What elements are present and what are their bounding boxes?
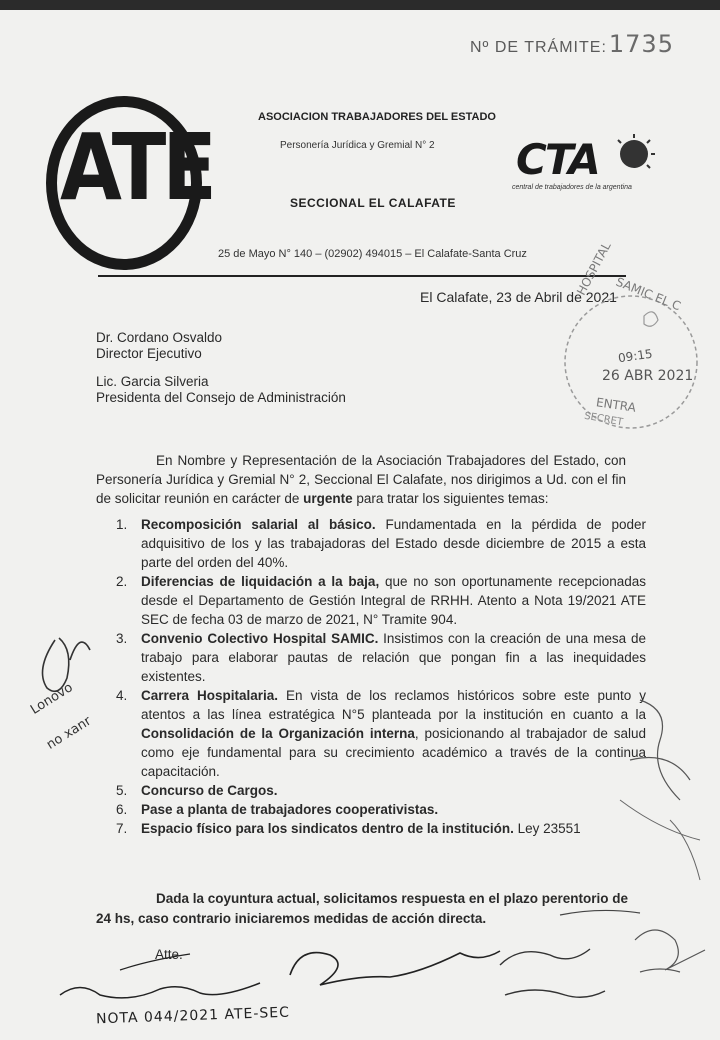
intro-urgent: urgente: [303, 491, 353, 506]
intro-text: En Nombre y Representación de la Asociación Trabajadores del Estado, con Personería Jurídica y Gremial N° 2, Seccional El Calafate, nos dirigimos a Ud. con el fin de solicitar reunión en carácter de: [96, 453, 626, 506]
item-number: 2.: [116, 574, 128, 589]
scan-edge: [0, 0, 720, 10]
list-item: [116, 686, 646, 781]
closing-paragraph: [96, 889, 628, 929]
item-title: Carrera Hospitalaria.: [141, 688, 279, 703]
stamp-entrada-text: ENTRA: [595, 395, 637, 415]
item-text: Ley 23551: [513, 821, 581, 836]
item-text: Fundamentada en la pérdida de poder adquisitivo de los y las trabajadoras del Estado desde diciembre de 2015 a esta parte del orden del 40%.: [141, 517, 646, 570]
org-name: ASOCIACION TRABAJADORES DEL ESTADO: [258, 111, 496, 123]
item-number: 4.: [116, 688, 128, 703]
item-title: Espacio físico para los sindicatos dentro de la institución.: [141, 821, 514, 836]
reception-stamp-circle: [556, 290, 706, 440]
list-item: [116, 781, 646, 800]
date-line: El Calafate, 23 de Abril de 2021: [420, 289, 617, 305]
list-item: [116, 572, 646, 629]
item-text: Insistimos con la creación de una mesa de trabajo para elaborar pautas de relación que pongan fin a las inequidades existentes.: [141, 631, 646, 684]
item-text: En vista de los reclamos históricos sobre este punto y atentos a las línea estratégica N°5 planteada por la institución en cuanto a la: [141, 688, 647, 722]
recipient-1-name: Dr. Cordano Osvaldo: [96, 330, 223, 345]
list-item: [116, 515, 646, 572]
tramite-label: Nº DE TRÁMITE:: [470, 39, 607, 56]
org-seccional: SECCIONAL EL CALAFATE: [290, 196, 456, 210]
recipient-2-role: Presidenta del Consejo de Administración: [96, 390, 346, 405]
item-number: 6.: [116, 802, 128, 817]
item-text: que no son oportunamente recepcionadas desde el Departamento de Gestión Integral de RRHH. Atento a Nota 19/2021 ATE SEC de fecha 03 de marzo de 2021, N° Tramite 904.: [141, 574, 647, 627]
org-address: 25 de Mayo N° 140 – (02902) 494015 – El Calafate-Santa Cruz: [218, 248, 527, 260]
tramite-handwritten-number: 1735: [608, 30, 674, 58]
item-title: Diferencias de liquidación a la baja,: [141, 574, 380, 589]
atte-text: Atte.: [155, 947, 183, 962]
item-number: 3.: [116, 631, 128, 646]
stamp-hospital-text: HOSPITAL: [574, 239, 614, 298]
ate-logo-text: ATE: [60, 113, 213, 221]
closing-text: Dada la coyuntura actual, solicitamos respuesta en el plazo perentorio de 24 hs, caso contrario iniciaremos medidas de acción directa.: [96, 891, 628, 926]
cta-logo-text: CTA: [516, 135, 599, 184]
list-item: [116, 819, 646, 838]
item-title: Convenio Colectivo Hospital SAMIC.: [141, 631, 379, 646]
header-divider: [98, 275, 626, 277]
recipient-2-name: Lic. Garcia Silveria: [96, 374, 209, 389]
recipient-1-role: Director Ejecutivo: [96, 346, 202, 361]
stamp-samic-text: SAMIC EL C: [613, 274, 683, 314]
handwritten-nota-number: NOTA 044/2021 ATE-SEC: [95, 1004, 291, 1028]
list-item: [116, 629, 646, 686]
topics-list: [116, 515, 646, 838]
list-item: [116, 800, 646, 819]
item-text-2: , posicionando al trabajador de salud como eje fundamental para su crecimiento académico a través de la continua capacitación.: [141, 726, 647, 779]
intro-text-end: para tratar los siguientes temas:: [352, 491, 549, 506]
item-title: Pase a planta de trabajadores cooperativistas.: [141, 802, 439, 817]
cta-logo-subtitle: central de trabajadores de la argentina: [512, 184, 632, 191]
intro-paragraph: [96, 451, 626, 508]
item-number: 5.: [116, 783, 128, 798]
item-title-2: Consolidación de la Organización interna: [141, 726, 415, 741]
item-number: 7.: [116, 821, 128, 836]
item-title: Recomposición salarial al básico.: [141, 517, 376, 532]
item-number: 1.: [116, 517, 128, 532]
stamp-date: 26 ABR 2021: [602, 368, 694, 384]
item-title: Concurso de Cargos.: [141, 783, 278, 798]
stamp-secretaria-text: SECRET: [583, 410, 624, 429]
stamp-handwritten-time: 09:15: [617, 346, 654, 366]
handwritten-margin-note-2: no xanr: [44, 713, 94, 753]
org-personeria: Personería Jurídica y Gremial N° 2: [280, 140, 435, 151]
handwritten-margin-note-1: Lonovo: [28, 680, 76, 718]
tramite-number: [470, 30, 674, 58]
